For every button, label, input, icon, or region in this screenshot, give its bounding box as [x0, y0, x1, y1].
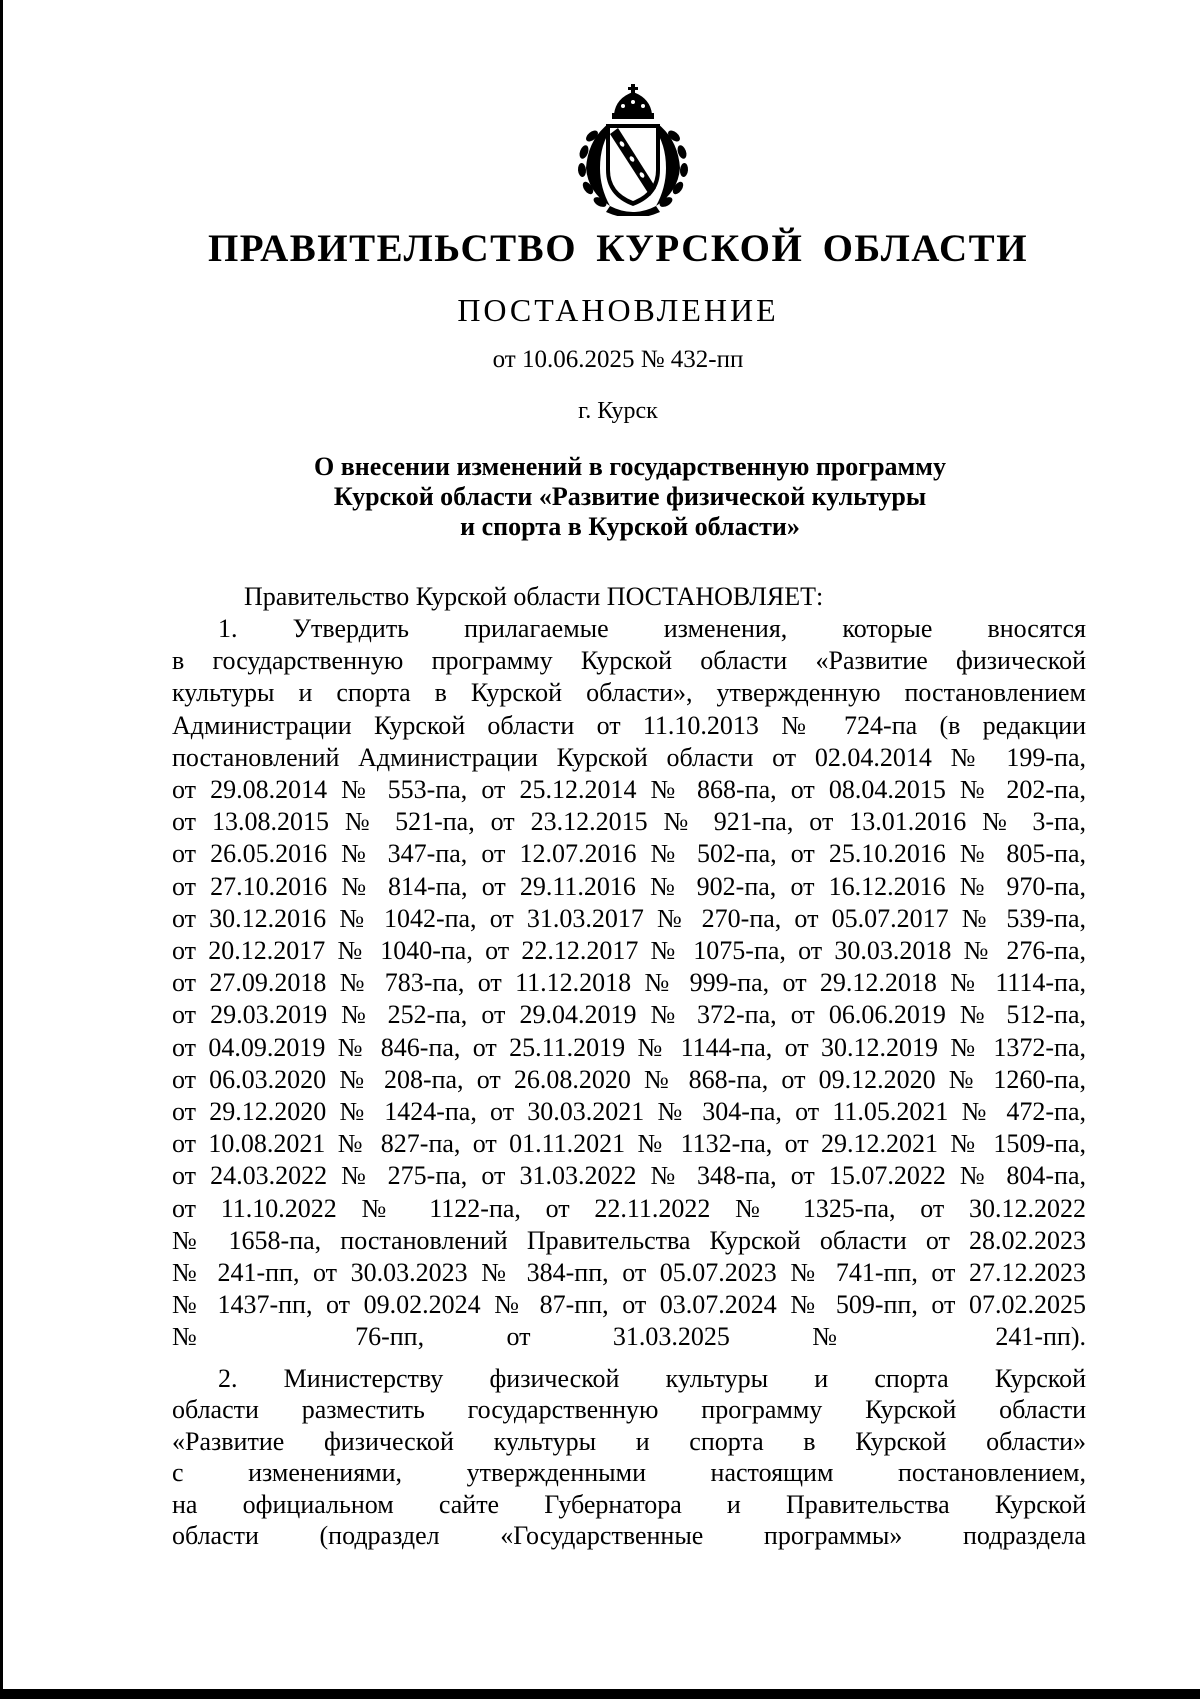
scan-border-bottom [0, 1689, 1200, 1699]
paragraph-1 [172, 613, 1086, 1354]
document-date-number: от 10.06.2025 № 432-пп [492, 346, 744, 373]
subject-line: Курской области «Развитие физической культуры [333, 482, 927, 511]
paragraph-line: постановлений Администрации Курской области от 02.04.2014 № 199-па, [172, 742, 1086, 772]
paragraph-line: от 29.03.2019 № 252-па, от 29.04.2019 № 372-па, от 06.06.2019 № 512-па, [172, 1000, 1086, 1030]
paragraph-line: № 1437-пп, от 09.02.2024 № 87-пп, от 03.07.2024 № 509-пп, от 07.02.2025 [172, 1290, 1086, 1320]
document-type: ПОСТАНОВЛЕНИЕ [457, 292, 779, 328]
paragraph-line: от 30.12.2016 № 1042-па, от 31.03.2017 № 270-па, от 05.07.2017 № 539-па, [172, 903, 1086, 933]
paragraph-line: № 241-пп, от 30.03.2023 № 384-пп, от 05.07.2023 № 741-пп, от 27.12.2023 [172, 1258, 1086, 1288]
paragraph-line: от 13.08.2015 № 521-па, от 23.12.2015 № 921-па, от 13.01.2016 № 3-па, [172, 807, 1086, 837]
paragraph-line: от 24.03.2022 № 275-па, от 31.03.2022 № 348-па, от 15.07.2022 № 804-па, [172, 1161, 1086, 1191]
government-title: ПРАВИТЕЛЬСТВО КУРСКОЙ ОБЛАСТИ [207, 227, 1029, 270]
paragraph-line: от 29.08.2014 № 553-па, от 25.12.2014 № 868-па, от 08.04.2015 № 202-па, [172, 775, 1086, 805]
paragraph-line: от 04.09.2019 № 846-па, от 25.11.2019 № 1144-па, от 30.12.2019 № 1372-па, [172, 1032, 1086, 1062]
preamble: Правительство Курской области ПОСТАНОВЛЯЕТ: [244, 582, 824, 611]
paragraph-line: от 06.03.2020 № 208-па, от 26.08.2020 № 868-па, от 09.12.2020 № 1260-па, [172, 1064, 1086, 1094]
paragraph-line: с изменениями, утвержденными настоящим постановлением, [172, 1458, 1086, 1488]
paragraph-line: от 29.12.2020 № 1424-па, от 30.03.2021 № 304-па, от 11.05.2021 № 472-па, [172, 1097, 1086, 1127]
paragraph-line: № 1658-па, постановлений Правительства Курской области от 28.02.2023 [172, 1225, 1086, 1255]
paragraph-line: Администрации Курской области от 11.10.2013 № 724-па (в редакции [172, 710, 1086, 740]
paragraph-2 [172, 1363, 1086, 1551]
paragraph-line: от 20.12.2017 № 1040-па, от 22.12.2017 № 1075-па, от 30.03.2018 № 276-па, [172, 936, 1086, 966]
paragraph-line: от 11.10.2022 № 1122-па, от 22.11.2022 № 1325-па, от 30.12.2022 [172, 1193, 1086, 1223]
paragraph-line: культуры и спорта в Курской области», утвержденную постановлением [172, 678, 1086, 708]
paragraph-line: от 26.05.2016 № 347-па, от 12.07.2016 № 502-па, от 25.10.2016 № 805-па, [172, 839, 1086, 869]
paragraph-line: № 76-пп, от 31.03.2025 № 241-пп). [172, 1322, 1086, 1352]
paragraph-line: области разместить государственную программу Курской области [172, 1395, 1086, 1425]
paragraph-line: в государственную программу Курской области «Развитие физической [172, 646, 1086, 676]
paragraph-line: от 27.09.2018 № 783-па, от 11.12.2018 № 999-па, от 29.12.2018 № 1114-па, [172, 968, 1086, 998]
paragraph-line: от 27.10.2016 № 814-па, от 29.11.2016 № 902-па, от 16.12.2016 № 970-па, [172, 871, 1086, 901]
paragraph-line: на официальном сайте Губернатора и Правительства Курской [172, 1489, 1086, 1519]
document-city: г. Курск [578, 398, 658, 424]
paragraph-line: 2. Министерству физической культуры и спорта Курской [218, 1364, 1086, 1393]
paragraph-line: области (подраздел «Государственные программы» подраздела [172, 1521, 1086, 1551]
subject-line: и спорта в Курской области» [460, 512, 800, 541]
subject-line: О внесении изменений в государственную программу [314, 452, 946, 481]
coat-of-arms-emblem [570, 84, 696, 216]
paragraph-line: от 10.08.2021 № 827-па, от 01.11.2021 № 1132-па, от 29.12.2021 № 1509-па, [172, 1129, 1086, 1159]
paragraph-line: «Развитие физической культуры и спорта в Курской области» [172, 1426, 1086, 1456]
document-subject [230, 452, 1030, 542]
paragraph-line: 1. Утвердить прилагаемые изменения, которые вносятся [218, 614, 1086, 643]
